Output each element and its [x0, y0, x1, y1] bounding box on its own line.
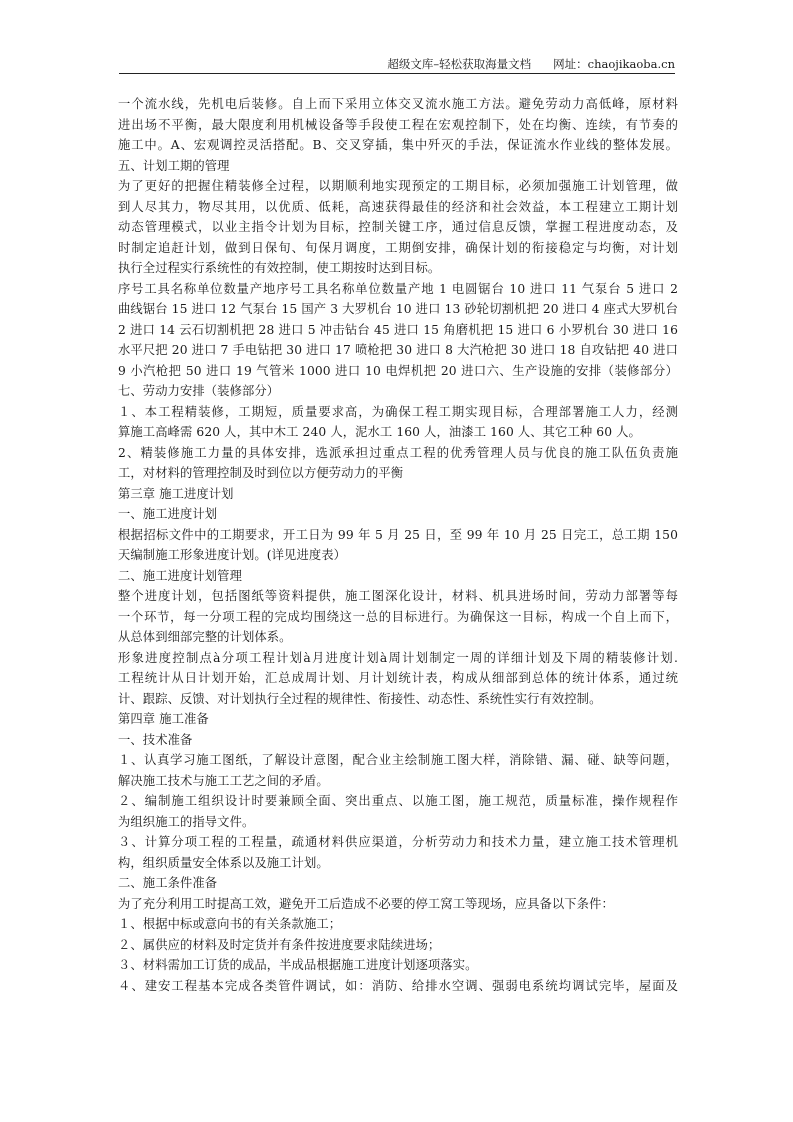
text-line: 根据招标文件中的工期要求，开工日为 99 年 5 月 25 日，至 99 年 10 月 25 日完工，总工期 150	[118, 527, 678, 542]
text-line: 水平尺把 20 进口 7 手电钻把 30 进口 17 喷枪把 30 进口 8 大汽枪把 30 进口 18 自攻钻把 40 进口	[118, 343, 678, 357]
text-line: １、根据中标或意向书的有关条款施工；	[118, 917, 342, 931]
text-line: 解决施工技术与施工工艺之间的矛盾。	[118, 773, 329, 788]
header-site-name: 超级文库–轻松获取海量文档	[387, 57, 532, 71]
text-line: 执行全过程实行系统性的有效控制，使工期按时达到目标。	[118, 261, 441, 275]
text-line: 时制定追赶计划，做到日保旬、旬保月调度，工期倒安排，确保计划的衔接稳定与均衡，对计划	[118, 240, 678, 255]
text-line: 五、计划工期的管理	[118, 158, 230, 173]
text-line: 算施工高峰需 620 人，其中木工 240 人，泥水工 160 人，油漆工 160 人、其它工种 60 人。	[118, 425, 641, 439]
text-line: 形象进度控制点à分项工程计划à月进度计划à周计划制定一周的详细计划及下周的精装修计划.	[118, 650, 678, 665]
text-line: 构，组织质量安全体系以及施工计划。	[118, 855, 329, 870]
text-line: 从总体到细部完整的计划体系。	[118, 630, 292, 644]
text-line: 一、技术准备	[118, 732, 193, 747]
text-line: 序号工具名称单位数量产地序号工具名称单位数量产地 1 电圆锯台 10 进口 11 气泵台 5 进口 2	[118, 281, 678, 296]
text-line: ４、建安工程基本完成各类管件调试，如：消防、给排水空调、强弱电系统均调试完毕，屋面及	[118, 978, 678, 993]
text-line: 二、施工条件准备	[118, 876, 218, 890]
text-line: 第四章 施工准备	[118, 712, 209, 726]
page-header	[119, 56, 675, 74]
text-line: 到人尽其力，物尽其用，以优质、低耗，高速获得最佳的经济和社会效益，本工程建立工期计划	[118, 199, 678, 214]
text-line: 为组织施工的指导文件。	[118, 814, 255, 829]
text-line: 施工中。A、宏观调控灵活搭配。B、交叉穿插，集中歼灭的手法，保证流水作业线的整体发展。	[118, 138, 678, 152]
text-line: 2 进口 14 云石切割机把 28 进口 5 冲击钻台 45 进口 15 角磨机把 15 进口 6 小罗机台 30 进口 16	[118, 322, 678, 337]
text-line: 9 小汽枪把 50 进口 19 气管米 1000 进口 10 电焊机把 20 进口六、生产设施的安排（装修部分）	[118, 363, 678, 378]
text-line: 天编制施工形象进度计划。(详见进度表）	[118, 548, 347, 562]
text-line: ３、计算分项工程的工程量，疏通材料供应渠道，分析劳动力和技术力量，建立施工技术管理机	[118, 835, 678, 849]
text-line: １、本工程精装修，工期短，质量要求高，为确保工程工期实现目标，合理部署施工人力，经测	[118, 404, 678, 419]
text-line: 计、跟踪、反馈、对计划执行全过程的规律性、衔接性、动态性、系统性实行有效控制。	[118, 691, 602, 706]
text-line: 一个流水线，先机电后装修。自上而下采用立体交叉流水施工方法。避免劳动力高低峰，原材料	[118, 97, 678, 111]
text-line: 一个环节，每一分项工程的完成均围绕这一总的目标进行。为确保这一目标，构成一个自上而下，	[118, 609, 678, 624]
text-line: 二、施工进度计划管理	[118, 568, 242, 583]
text-line: 一、施工进度计划	[118, 507, 218, 521]
text-line: ２、属供应的材料及时定货并有条件按进度要求陆续进场；	[118, 937, 441, 952]
text-line: 为了充分利用工时提高工效，避免开工后造成不必要的停工窝工等现场，应具备以下条件：	[118, 896, 614, 911]
text-line: １、认真学习施工图纸，了解设计意图，配合业主绘制施工图大样，消除错、漏、碰、缺等问题，	[118, 753, 678, 767]
text-line: 为了更好的把握住精装修全过程，以期顺利地实现预定的工期目标，必须加强施工计划管理，做	[118, 179, 678, 193]
text-line: 进出场不平衡，最大限度利用机械设备等手段使工程在宏观控制下，处在均衡、连续，有节奏的	[118, 117, 678, 132]
text-line: ２、编制施工组织设计时要兼顾全面、突出重点、以施工图，施工规范，质量标准，操作规程作	[118, 794, 678, 808]
document-body	[118, 94, 678, 996]
text-line: 七、劳动力安排（装修部分）	[118, 384, 280, 398]
text-line: 动态管理模式，以业主指令计划为目标，控制关键工序，通过信息反馈，掌握工程进度动态，及	[118, 220, 678, 234]
text-line: ３、材料需加工订货的成品，半成品根据施工进度计划逐项落实。	[118, 958, 478, 972]
text-line: 第三章 施工进度计划	[118, 486, 234, 501]
header-url: 网址：chaojikaoba.cn	[553, 57, 675, 71]
text-line: 工，对材料的管理控制及时到位以方便劳动力的平衡	[118, 466, 404, 480]
text-line: 曲线锯台 15 进口 12 气泵台 15 国产 3 大罗机台 10 进口 13 砂轮切割机把 20 进口 4 座式大罗机台	[118, 302, 678, 316]
text-line: 2、精装修施工力量的具体安排，选派承担过重点工程的优秀管理人员与优良的施工队伍负责施	[118, 445, 678, 460]
text-line: 整个进度计划，包括图纸等资料提供，施工图深化设计，材料、机具进场时间，劳动力部署等每	[118, 589, 678, 603]
text-line: 工程统计从日计划开始，汇总成周计划、月计划统计表，构成从细部到总体的统计体系，通过统	[118, 671, 678, 685]
